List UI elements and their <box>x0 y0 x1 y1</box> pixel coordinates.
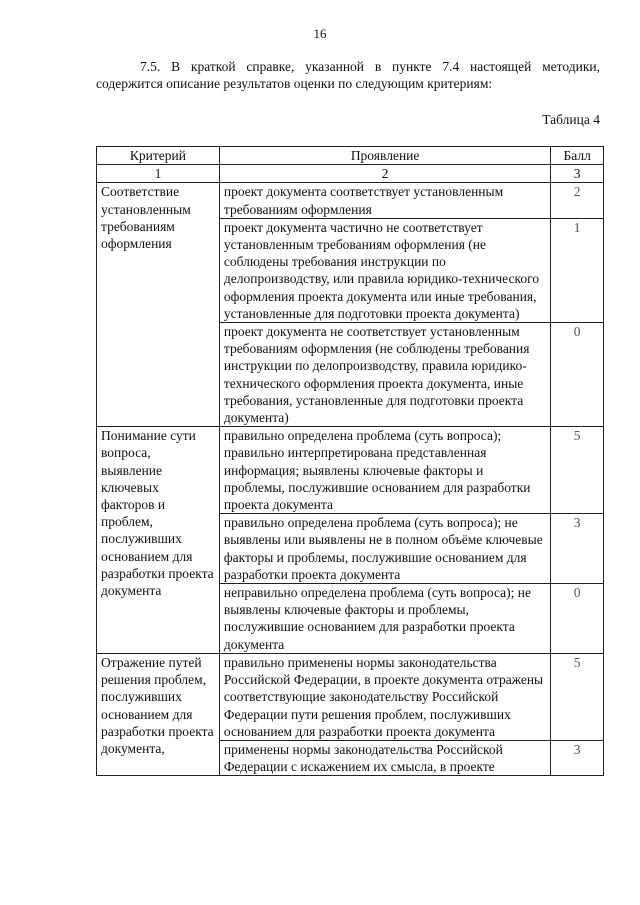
intro-paragraph <box>96 58 600 92</box>
criterion-cell: Соответствие установленным требованиям оформления <box>97 183 220 427</box>
header-manifestation: Проявление <box>219 147 550 165</box>
intro-text: 7.5. В краткой справке, указанной в пункте 7.4 настоящей методики, содержится описание результатов оценки по следующим критериям: <box>96 59 600 91</box>
score-cell: 0 <box>551 323 604 427</box>
manifestation-cell: правильно применены нормы законодательства Российской Федерации, в проекте документа отражены соответствующие законодательству Российской Федерации пути решения проблем, послуживших основанием для разработки проекта документа <box>219 653 550 740</box>
manifestation-cell: неправильно определена проблема (суть вопроса); не выявлены ключевые факторы и проблемы, послужившие основанием для разработки проекта документа <box>219 584 550 654</box>
score-cell: 3 <box>551 514 604 584</box>
manifestation-cell: проект документа частично не соответствует установленным требованиям оформления (не соблюдены требования инструкции по делопроизводству, или правила юридико-технического оформления проекта документа или иные требования, установленные для подготовки проекта документа) <box>219 218 550 322</box>
column-number: 3 <box>551 165 604 183</box>
manifestation-cell: проект документа не соответствует установленным требованиям оформления (не соблюдены требования инструкции по делопроизводству, правила юридико-технического оформления проекта документа, иные требования, установленные для подготовки проекта документа) <box>219 323 550 427</box>
table-number-row <box>97 165 604 183</box>
header-criterion: Критерий <box>97 147 220 165</box>
score-cell: 5 <box>551 653 604 740</box>
manifestation-cell: проект документа соответствует установленным требованиям оформления <box>219 183 550 218</box>
table-row <box>97 427 604 514</box>
table-row <box>97 183 604 218</box>
score-cell: 2 <box>551 183 604 218</box>
criteria-table <box>96 146 604 776</box>
score-cell: 1 <box>551 218 604 322</box>
column-number: 1 <box>97 165 220 183</box>
criterion-cell: Отражение путей решения проблем, послуживших основанием для разработки проекта документа, <box>97 653 220 775</box>
manifestation-cell: правильно определена проблема (суть вопроса); правильно интерпретирована представленная информация; выявлены ключевые факторы и проблемы, послужившие основанием для разработки проекта документа <box>219 427 550 514</box>
score-cell: 3 <box>551 740 604 775</box>
score-cell: 0 <box>551 584 604 654</box>
header-score: Балл <box>551 147 604 165</box>
score-cell: 5 <box>551 427 604 514</box>
criterion-cell: Понимание сути вопроса, выявление ключевых факторов и проблем, послуживших основанием для разработки проекта документа <box>97 427 220 654</box>
table-row <box>97 653 604 740</box>
manifestation-cell: правильно определена проблема (суть вопроса); не выявлены или выявлены не в полном объёме ключевые факторы и проблемы, послужившие основанием для разработки проекта документа <box>219 514 550 584</box>
column-number: 2 <box>219 165 550 183</box>
table-caption: Таблица 4 <box>542 112 600 127</box>
table-header-row <box>97 147 604 165</box>
manifestation-cell: применены нормы законодательства Российской Федерации с искажением их смысла, в проекте <box>219 740 550 775</box>
page-number: 16 <box>313 26 327 41</box>
